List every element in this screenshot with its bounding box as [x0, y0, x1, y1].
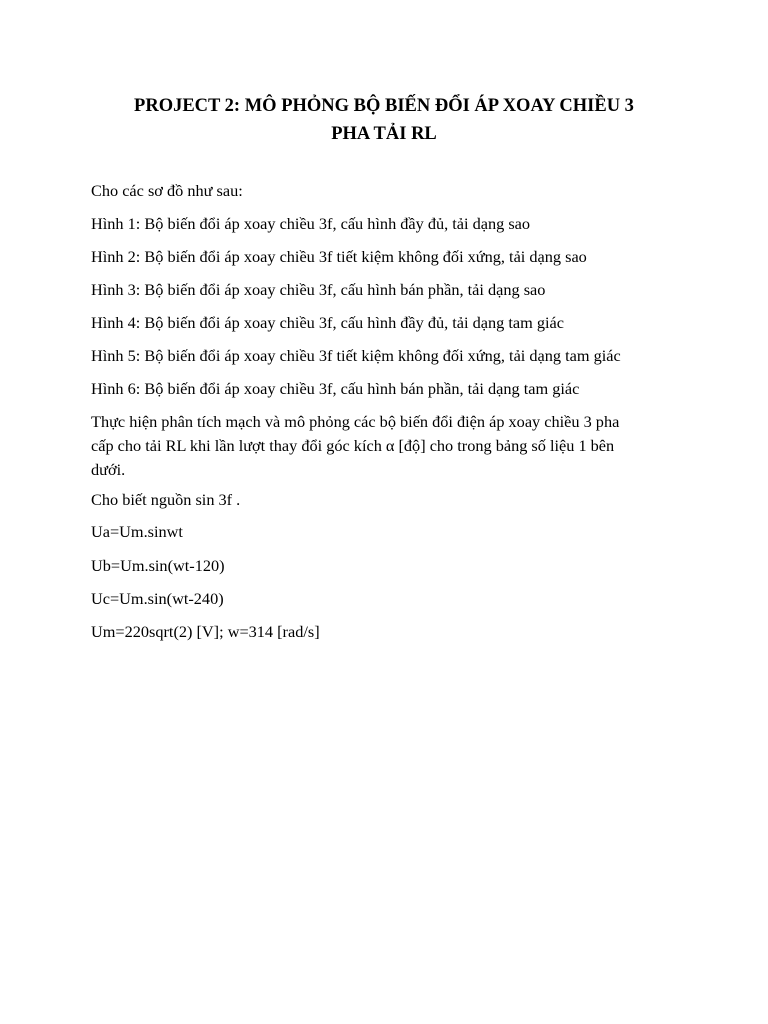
equation-uc: Uc=Um.sin(wt-240) [91, 589, 224, 608]
task-line-3: dưới. [91, 460, 126, 479]
figure-item-4: Hình 4: Bộ biến đổi áp xoay chiều 3f, cấu hình đầy đủ, tải dạng tam giác [91, 313, 564, 332]
equation-ub: Ub=Um.sin(wt-120) [91, 556, 225, 575]
source-note: Cho biết nguồn sin 3f . [91, 490, 241, 509]
equation-ua: Ua=Um.sinwt [91, 522, 183, 541]
document-title [90, 92, 678, 148]
task-line-1: Thực hiện phân tích mạch và mô phỏng các bộ biến đổi điện áp xoay chiều 3 pha [91, 412, 620, 431]
title-line-2: PHA TẢI RL [331, 124, 437, 144]
task-paragraph [91, 410, 681, 482]
figure-item-3: Hình 3: Bộ biến đổi áp xoay chiều 3f, cấu hình bán phần, tải dạng sao [91, 280, 546, 299]
title-line-1: PROJECT 2: MÔ PHỎNG BỘ BIẾN ĐỔI ÁP XOAY CHIỀU 3 [134, 96, 634, 116]
task-line-2: cấp cho tải RL khi lần lượt thay đổi góc kích α [độ] cho trong bảng số liệu 1 bên [91, 436, 615, 455]
intro-text: Cho các sơ đồ như sau: [91, 181, 243, 200]
figure-item-6: Hình 6: Bộ biến đổi áp xoay chiều 3f, cấu hình bán phần, tải dạng tam giác [91, 379, 580, 398]
figure-item-5: Hình 5: Bộ biến đổi áp xoay chiều 3f tiết kiệm không đối xứng, tải dạng tam giác [91, 346, 621, 365]
equation-um: Um=220sqrt(2) [V]; w=314 [rad/s] [91, 622, 320, 641]
figure-item-2: Hình 2: Bộ biến đổi áp xoay chiều 3f tiết kiệm không đối xứng, tải dạng sao [91, 247, 587, 266]
figure-item-1: Hình 1: Bộ biến đổi áp xoay chiều 3f, cấu hình đầy đủ, tải dạng sao [91, 214, 531, 233]
